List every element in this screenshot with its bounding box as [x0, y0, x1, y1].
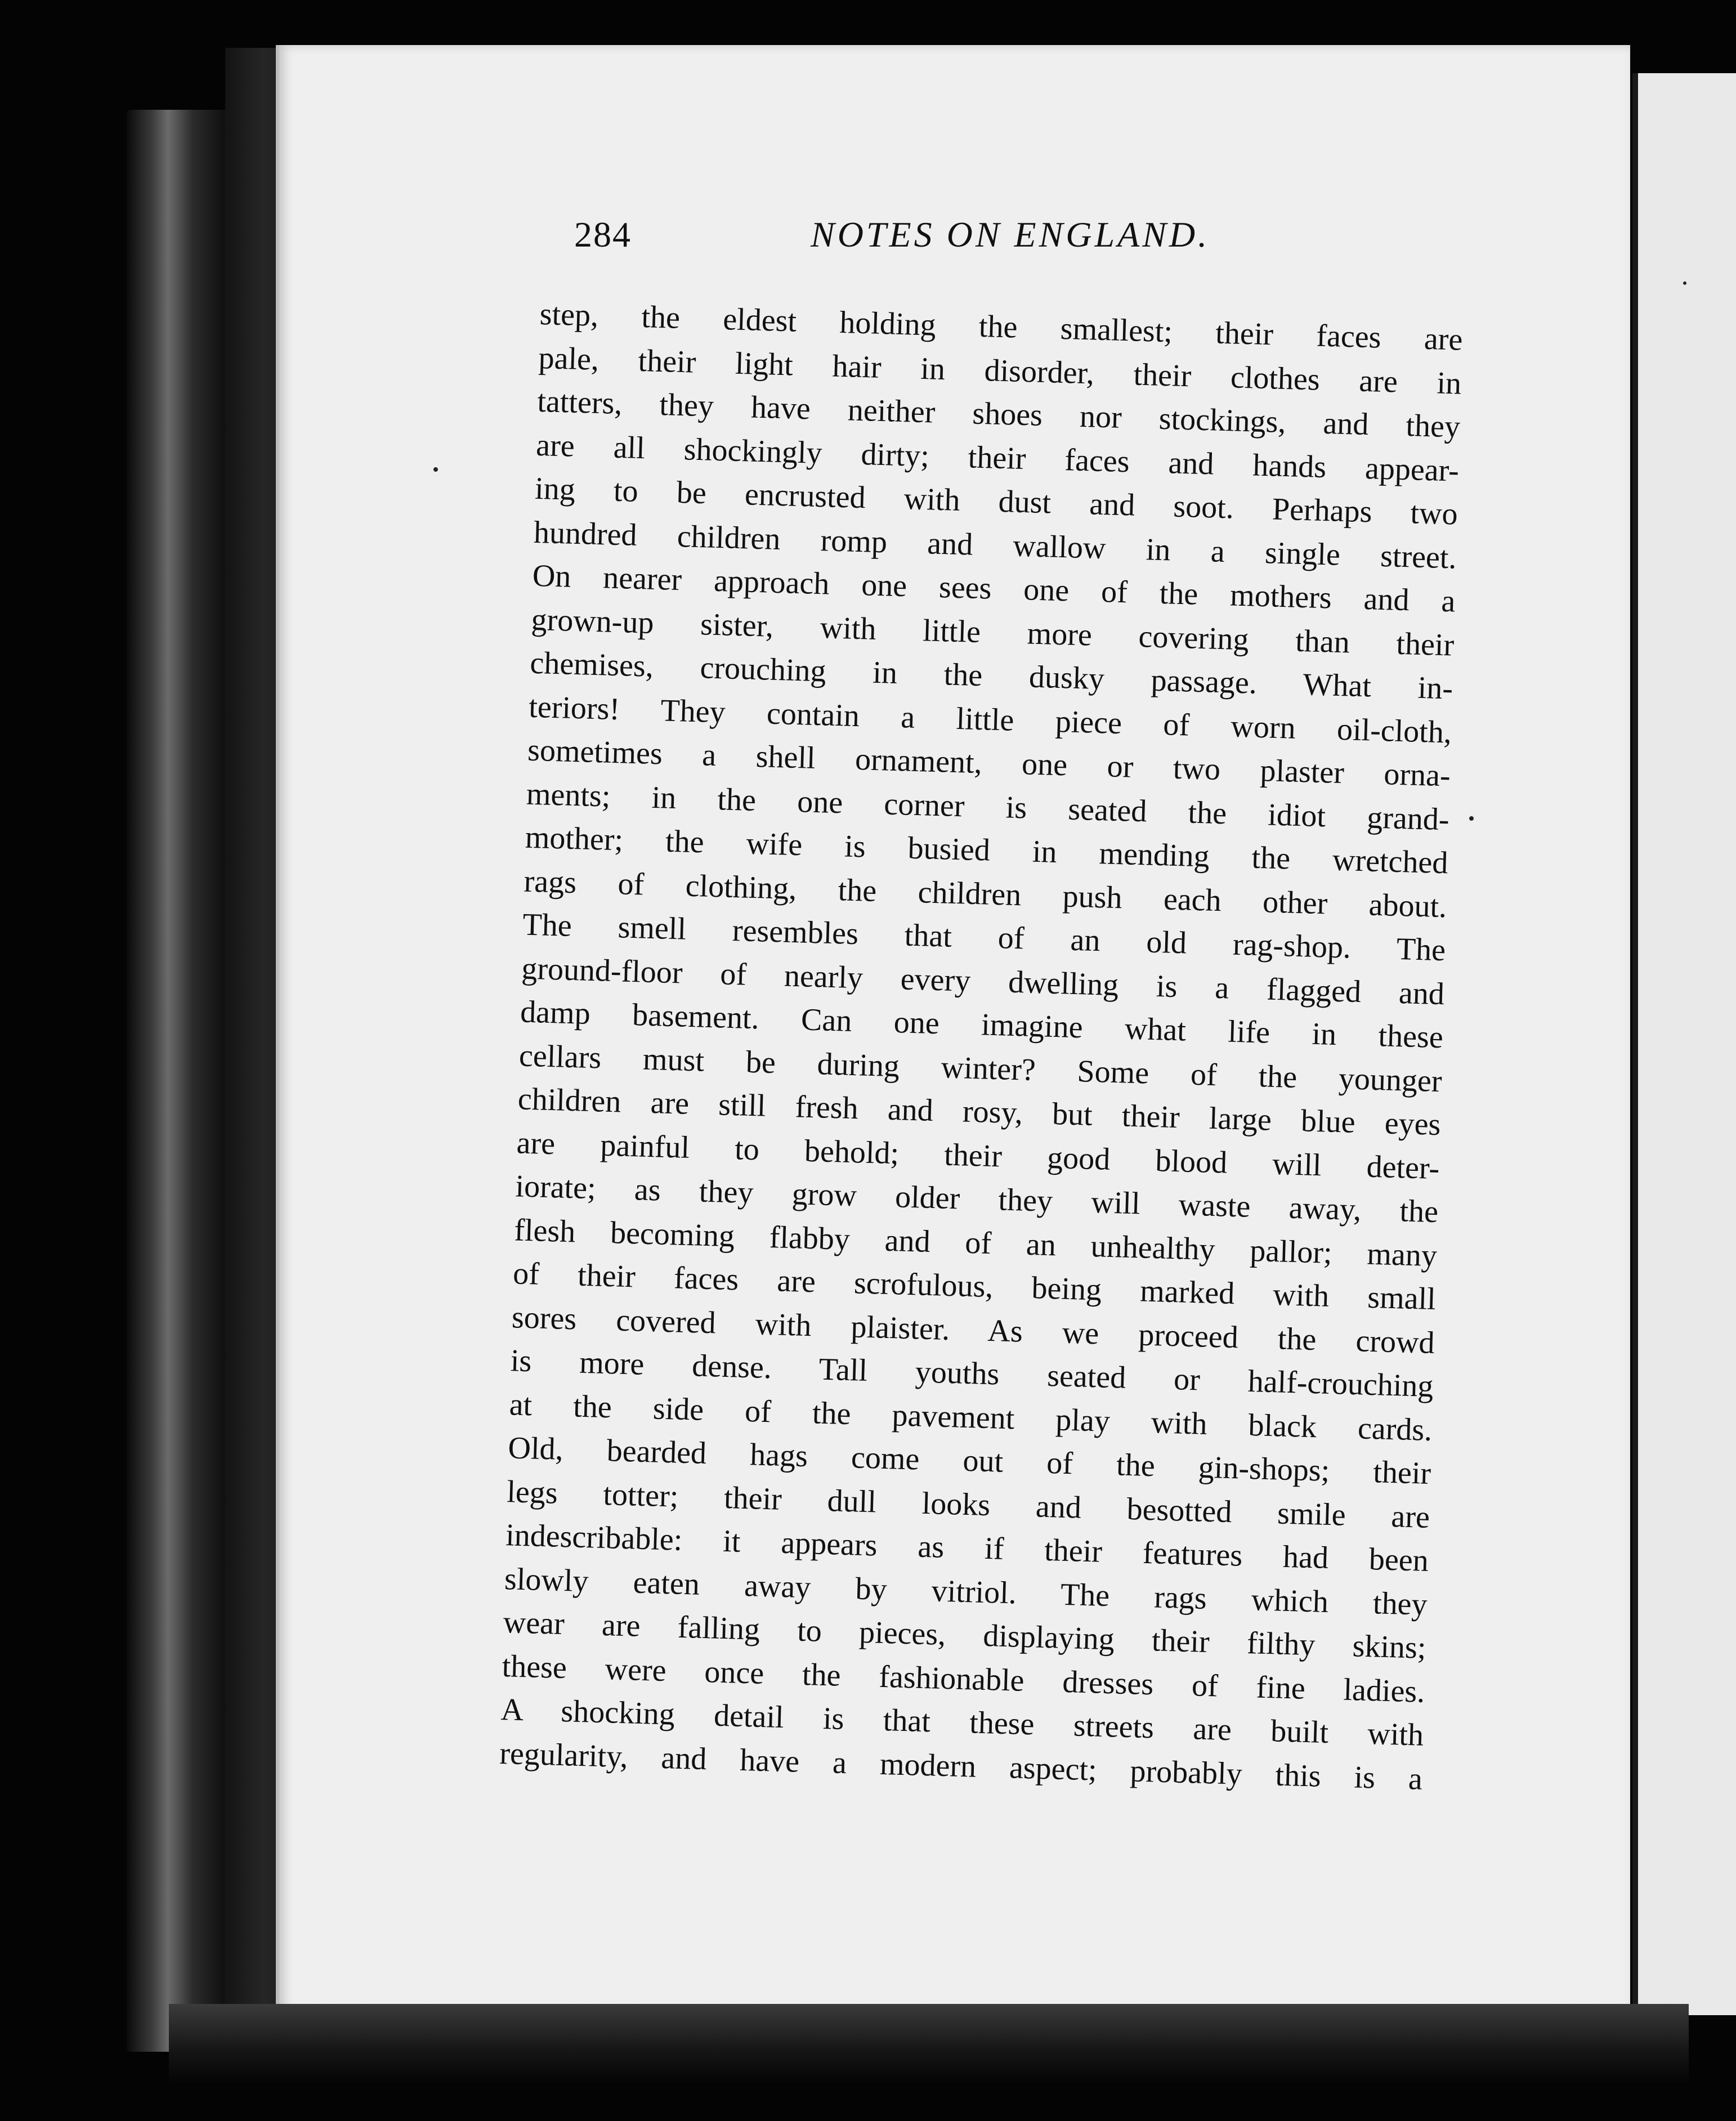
text-line: regularity, and have a modern aspect; probably this is a [499, 1735, 1423, 1797]
text-line: slowly eaten away by vitriol. The rags which they [504, 1561, 1428, 1622]
text-line: are painful to behold; their good blood will deter- [516, 1125, 1440, 1186]
text-line: step, the eldest holding the smallest; their faces are [539, 296, 1464, 357]
text-line: sometimes a shell ornament, one or two plaster orna- [527, 732, 1451, 794]
text-line: is more dense. Tall youths seated or half-crouching [510, 1343, 1434, 1404]
text-line: tatters, they have neither shoes nor stockings, and they [536, 383, 1461, 445]
page-number: 284 [574, 214, 632, 254]
text-line: grown-up sister, with little more covering than their [530, 602, 1455, 663]
text-line: sores covered with plaister. As we proceed the crowd [511, 1299, 1435, 1361]
text-line: wear are falling to pieces, displaying their filthy skins; [503, 1605, 1427, 1666]
text-line: pale, their light hair in disorder, their clothes are in [538, 340, 1462, 401]
text-line: these were once the fashionable dresses of fine ladies. [501, 1648, 1426, 1710]
text-line: ing to be encrusted with dust and soot. Perhaps two [534, 471, 1458, 532]
scan-speck [1469, 816, 1474, 821]
text-line: chemises, crouching in the dusky passage. What in- [529, 645, 1453, 706]
running-title: NOTES ON ENGLAND. [811, 214, 1210, 254]
scan-speck [1683, 281, 1686, 285]
text-line: children are still fresh and rosy, but their large blue eyes [517, 1081, 1442, 1143]
text-line: are all shockingly dirty; their faces and hands appear- [535, 427, 1460, 489]
text-line: ground-floor of nearly every dwelling is a flagged and [521, 951, 1445, 1012]
text-line: damp basement. Can one imagine what life in these [520, 994, 1444, 1055]
running-head [574, 214, 1475, 276]
facing-page-edge [1632, 73, 1736, 2015]
page-bottom-shadow [169, 2004, 1689, 2083]
text-line: On nearer approach one sees one of the mothers and a [532, 558, 1456, 619]
text-line: of their faces are scrofulous, being marked with small [512, 1256, 1437, 1317]
text-line: legs totter; their dull looks and besotted smile are [506, 1474, 1430, 1535]
scan-speck [433, 467, 438, 472]
text-line: hundred children romp and wallow in a single street. [533, 514, 1457, 576]
text-line: at the side of the pavement play with black cards. [508, 1386, 1433, 1448]
text-line: flesh becoming flabby and of an unhealthy pallor; many [513, 1212, 1438, 1273]
text-line: iorate; as they grow older they will waste away, the [514, 1169, 1439, 1230]
text-line: rags of clothing, the children push each other about. [523, 863, 1448, 924]
text-line: A shocking detail is that these streets are built with [500, 1692, 1424, 1753]
text-line: Old, bearded hags come out of the gin-shops; their [507, 1430, 1431, 1491]
body-text [499, 293, 1463, 1801]
text-line: mother; the wife is busied in mending the wretched [525, 820, 1449, 881]
text-line: teriors! They contain a little piece of worn oil-cloth, [528, 689, 1452, 750]
text-line: cellars must be during winter? Some of the younger [518, 1037, 1443, 1099]
text-line: The smell resembles that of an old rag-shop. The [522, 907, 1446, 968]
text-line: indescribable: it appears as if their features had been [505, 1518, 1429, 1578]
text-line: ments; in the one corner is seated the idiot grand- [526, 776, 1450, 837]
